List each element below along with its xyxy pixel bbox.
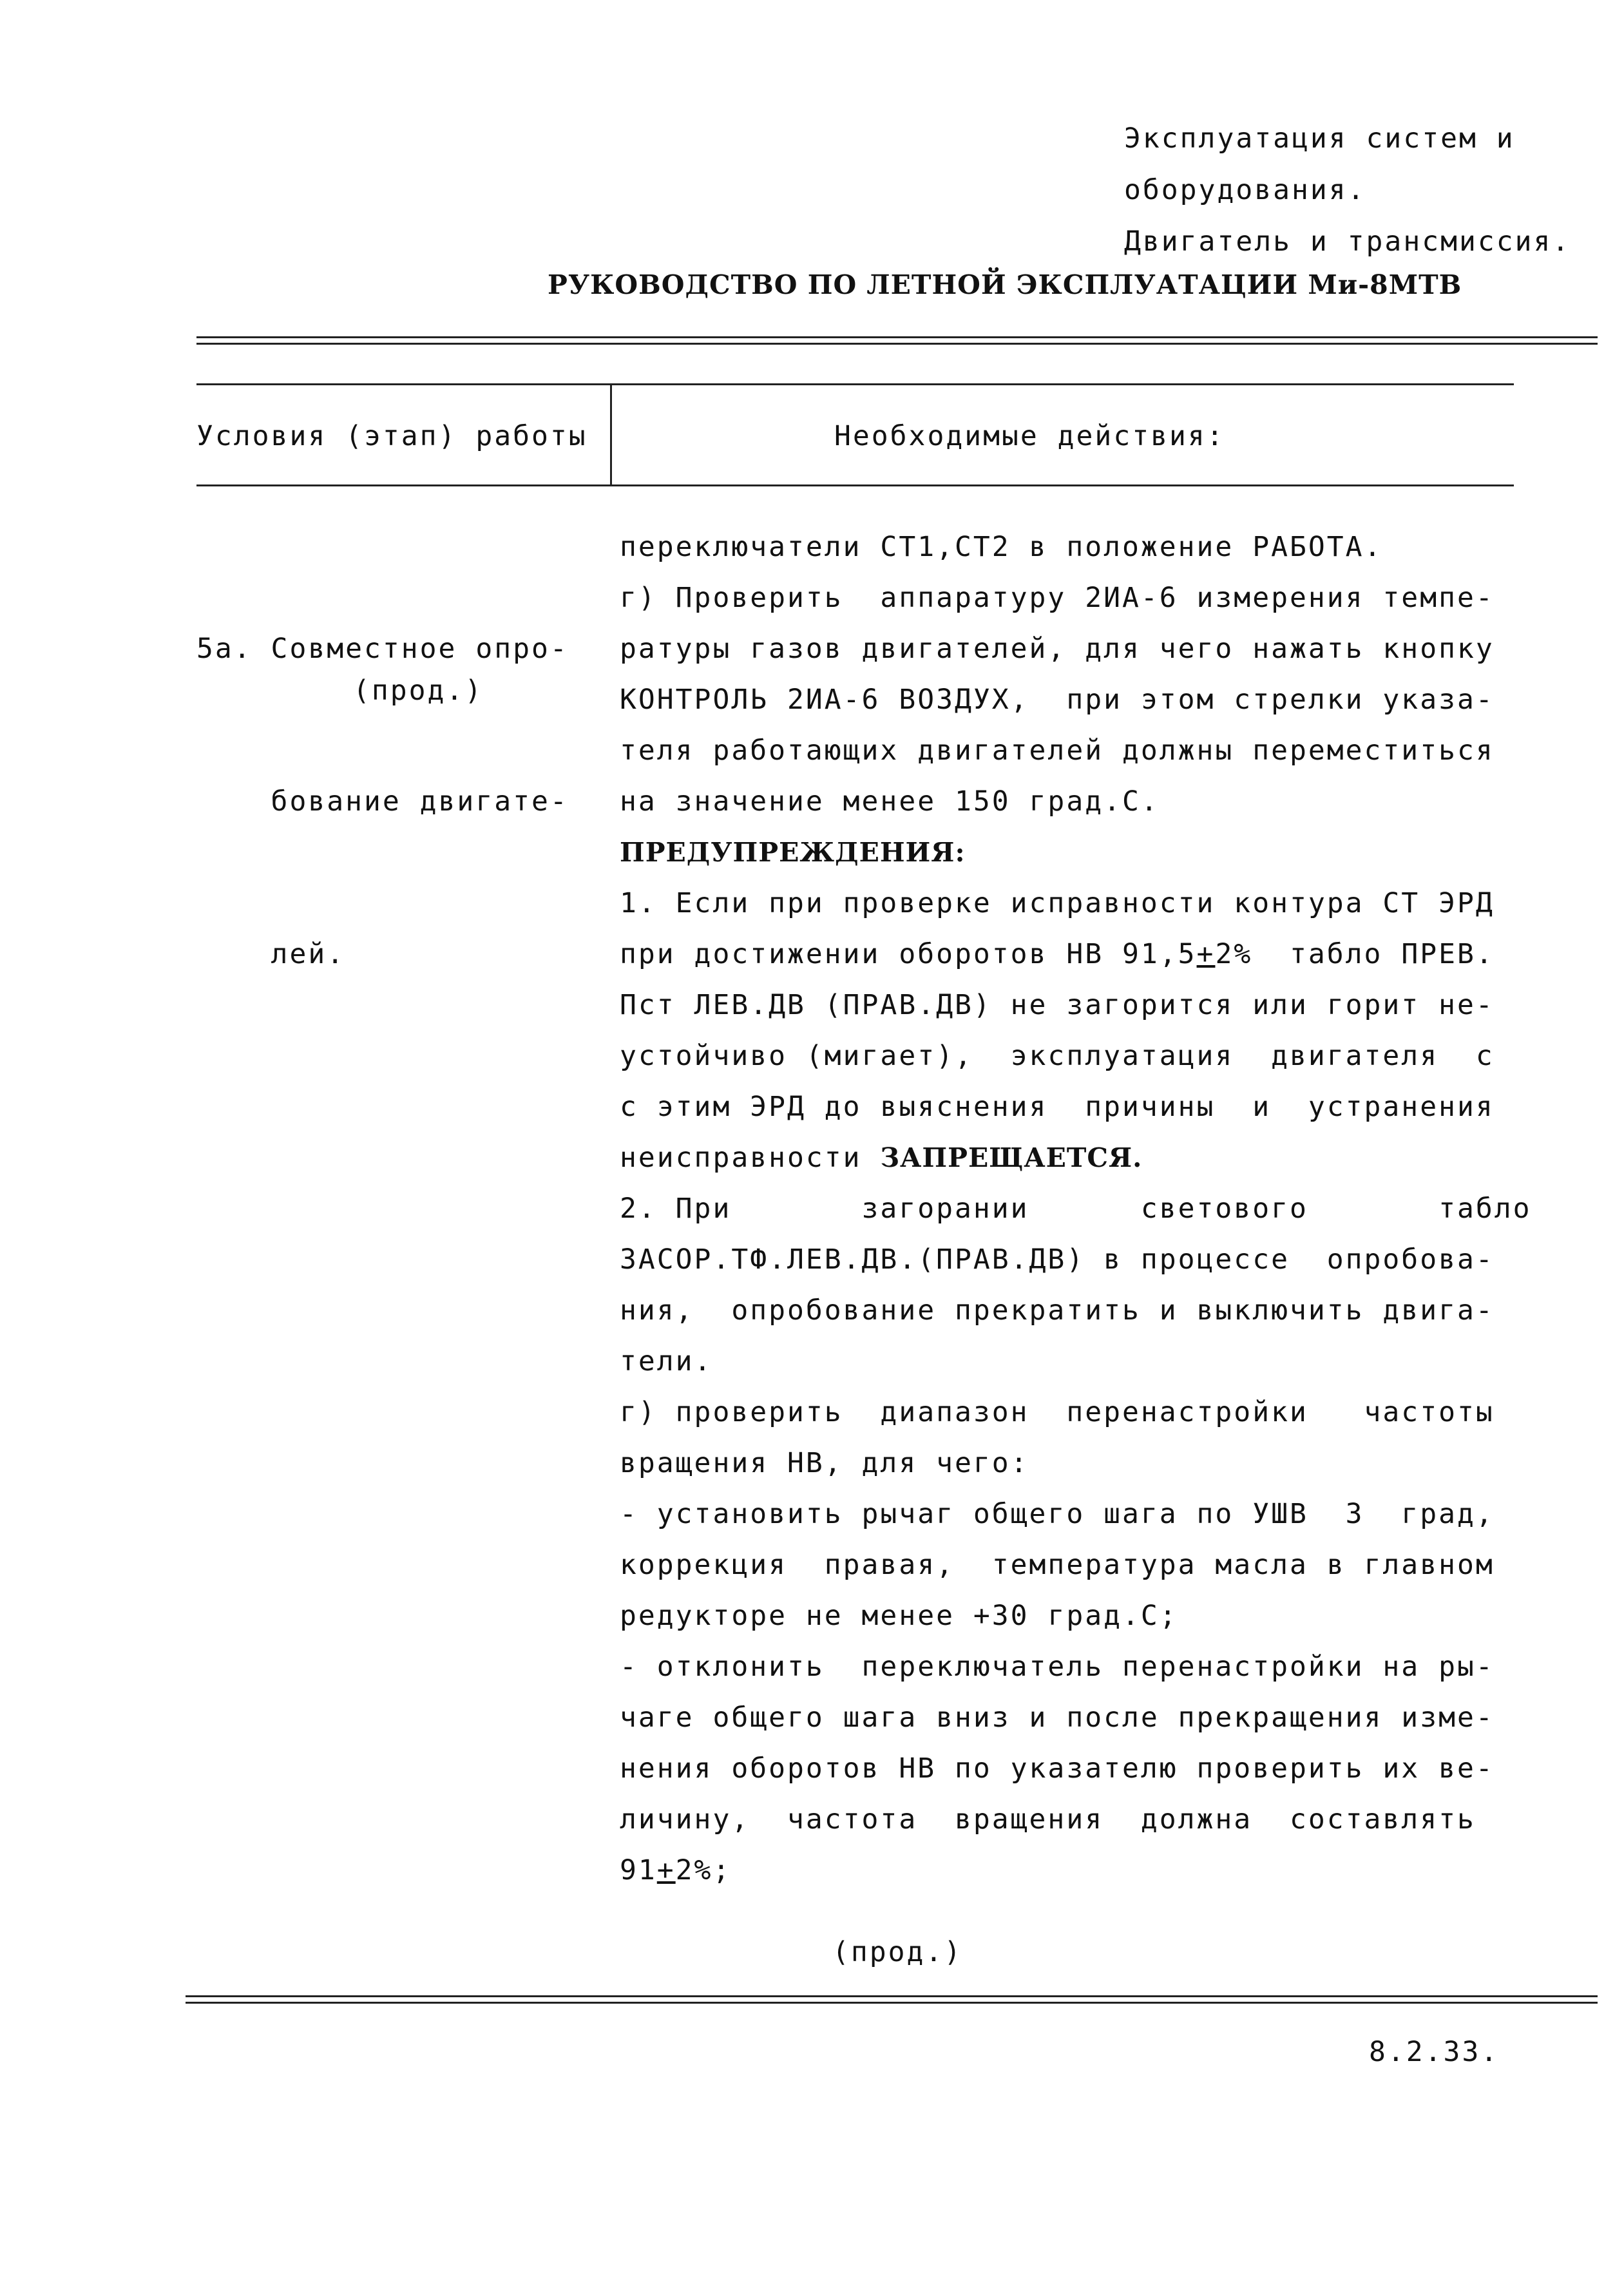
action-line: г) проверить диапазон перенастройки частоты [620, 1396, 1495, 1428]
section-line-3: Двигатель и трансмиссия. [1124, 225, 1571, 258]
warning-line: неисправности ЗАПРЕЩАЕТСЯ. [620, 1142, 1143, 1174]
action-line: - отклонить переключатель перенастройки на ры- [620, 1651, 1495, 1683]
action-line: ратуры газов двигателей, для чего нажать кнопку [620, 633, 1495, 665]
condition-cell [196, 522, 569, 1031]
action-line: нения оборотов НВ по указателю проверить их ве- [620, 1752, 1495, 1785]
action-line: чаге общего шага вниз и после прекращения изме- [620, 1702, 1495, 1734]
action-line: 91+2%; [620, 1854, 732, 1886]
warning-line: Пст ЛЕВ.ДВ (ПРАВ.ДВ) не загорится или горит не- [620, 989, 1495, 1021]
action-line: переключатели СТ1,СТ2 в положение РАБОТА. [620, 531, 1383, 563]
action-line: - установить рычаг общего шага по УШВ 3 град, [620, 1498, 1495, 1530]
actions-cell [620, 522, 1532, 1886]
prohibited-label: ЗАПРЕЩАЕТСЯ. [880, 1142, 1143, 1173]
action-line: на значение менее 150 град.С. [620, 785, 1160, 818]
condition-line-3: лей. [196, 938, 346, 970]
section-line-1: Эксплуатация систем и [1124, 122, 1515, 155]
action-line: личину, частота вращения должна составлять [620, 1803, 1476, 1836]
action-line: КОНТРОЛЬ 2ИА-6 ВОЗДУХ, при этом стрелки указа- [620, 684, 1495, 716]
footer-rule-2 [186, 2002, 1598, 2004]
warning-line: ния, опробование прекратить и выключить двига- [620, 1294, 1495, 1327]
action-line: редукторе не менее +30 град.С; [620, 1600, 1178, 1632]
section-title [1124, 113, 1571, 267]
warning-line: тели. [620, 1345, 713, 1377]
warnings-heading: ПРЕДУПРЕЖДЕНИЯ: [620, 837, 966, 868]
warning-line: ЗАСОР.ТФ.ЛЕВ.ДВ.(ПРАВ.ДВ) в процессе опробова- [620, 1243, 1495, 1276]
condition-continued: (прод.) [353, 675, 484, 707]
warning-line: 2. При загорании светового табло [620, 1193, 1532, 1225]
column-header-actions: Необходимые действия: [834, 420, 1225, 452]
warning-line: устойчиво (мигает), эксплуатация двигателя с [620, 1040, 1495, 1072]
table-header-bottom-rule [196, 484, 1514, 486]
header-rule-1 [196, 336, 1598, 338]
page-number: 8.2.33. [1369, 2036, 1500, 2068]
table-header-divider [610, 385, 612, 485]
condition-line-2: бование двигате- [196, 785, 569, 818]
warning-line: при достижении оборотов НВ 91,5+2% табло ПРЕВ. [620, 938, 1495, 970]
table-header-top-rule [196, 383, 1514, 385]
page-continued: (прод.) [832, 1936, 963, 1968]
plus-minus-sign: + [656, 1854, 676, 1886]
column-header-conditions: Условия (этап) работы [196, 420, 588, 452]
header-rule-2 [196, 343, 1598, 345]
action-line: коррекция правая, температура масла в главном [620, 1549, 1495, 1581]
action-line: теля работающих двигателей должны переместиться [620, 734, 1495, 767]
condition-line-1: 5а. Совместное опро- [196, 633, 569, 665]
action-line: вращения НВ, для чего: [620, 1447, 1029, 1479]
section-line-2: оборудования. [1124, 174, 1366, 206]
warning-line: 1. Если при проверке исправности контура СТ ЭРД [620, 887, 1495, 919]
warning-line: с этим ЭРД до выяснения причины и устранения [620, 1091, 1495, 1123]
manual-title: РУКОВОДСТВО ПО ЛЕТНОЙ ЭКСПЛУАТАЦИИ Ми-8МТВ [548, 269, 1462, 300]
plus-minus-sign: + [1196, 938, 1216, 970]
footer-rule-1 [186, 1995, 1598, 1997]
action-line: г) Проверить аппаратуру 2ИА-6 измерения темпе- [620, 582, 1495, 614]
